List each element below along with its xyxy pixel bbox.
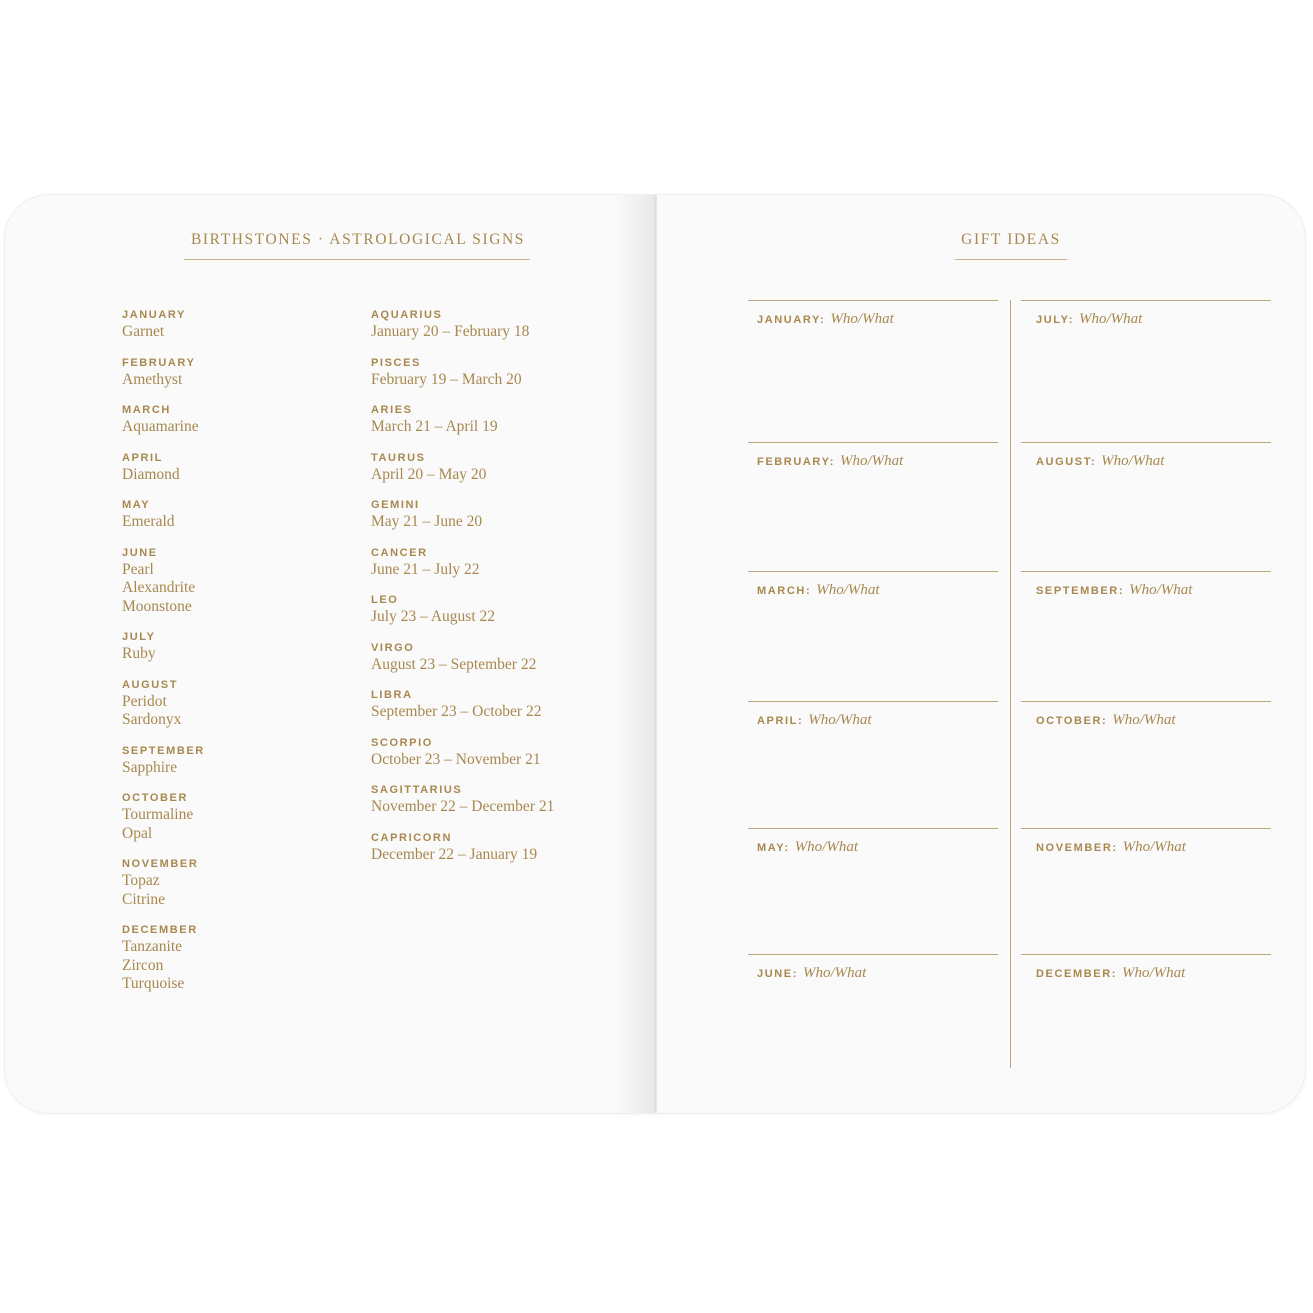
birthstone-entry	[122, 546, 205, 617]
birthstone-name: Ruby	[122, 645, 156, 662]
birthstone-name: Garnet	[122, 323, 165, 340]
birthstone-month: SEPTEMBER	[122, 744, 205, 757]
sign-dates: May 21 – June 20	[371, 513, 483, 530]
sign-entry	[371, 546, 554, 580]
sign-dates: August 23 – September 22	[371, 655, 537, 673]
birthstone-name: Zircon	[122, 956, 164, 974]
gift-entry	[757, 964, 866, 982]
gift-who-what-hint: Who/What	[1112, 712, 1176, 728]
birthstone-name: Alexandrite	[122, 579, 196, 596]
sign-dates: March 21 – April 19	[371, 418, 498, 435]
gift-rule	[748, 701, 998, 702]
gutter-divider	[654, 195, 656, 1113]
sign-dates: December 22 – January 19	[371, 845, 538, 863]
astrological-signs-column	[371, 308, 554, 878]
gift-rule	[748, 300, 998, 301]
birthstone-name: Moonstone	[122, 597, 192, 615]
sign-dates: February 19 – March 20	[371, 370, 522, 388]
gift-month-label: JANUARY:	[757, 314, 826, 326]
sign-entry	[371, 308, 554, 342]
right-title-underline	[955, 259, 1067, 260]
gift-who-what-hint: Who/What	[794, 839, 859, 855]
birthstone-entry	[122, 498, 205, 532]
left-title-underline	[184, 259, 530, 260]
birthstone-name: Tanzanite	[122, 938, 183, 955]
gift-month-label: OCTOBER:	[1036, 715, 1108, 727]
sign-entry	[371, 736, 554, 770]
sign-dates: September 23 – October 22	[371, 703, 542, 720]
sign-name: CANCER	[371, 546, 428, 559]
gift-who-what-hint: Who/What	[808, 712, 872, 728]
gift-month-label: DECEMBER:	[1036, 968, 1118, 980]
birthstone-month: OCTOBER	[122, 792, 189, 804]
gift-entry	[757, 310, 894, 328]
gift-rule	[1021, 571, 1271, 572]
gift-rule	[748, 571, 998, 572]
gift-entry	[1036, 452, 1164, 470]
gift-entry	[1036, 310, 1142, 328]
birthstone-month: DECEMBER	[122, 924, 198, 936]
gift-rule	[748, 442, 998, 443]
gift-entry	[757, 838, 858, 856]
birthstone-month: JULY	[122, 631, 156, 643]
gift-month-label: JULY:	[1036, 314, 1074, 326]
birthstone-entry	[122, 857, 205, 909]
birthstone-month: APRIL	[122, 451, 163, 464]
birthstone-name: Pearl	[122, 560, 154, 578]
birthstone-name: Peridot	[122, 692, 167, 710]
sign-entry	[371, 593, 554, 627]
birthstone-entry	[122, 678, 205, 730]
gift-rule	[748, 828, 998, 829]
gift-month-label: NOVEMBER:	[1036, 842, 1118, 854]
sign-name: PISCES	[371, 356, 421, 369]
birthstones-column	[122, 308, 205, 1008]
birthstone-name: Sapphire	[122, 758, 178, 776]
sign-name: ARIES	[371, 404, 413, 416]
sign-dates: July 23 – August 22	[371, 608, 496, 625]
sign-dates: June 21 – July 22	[371, 560, 480, 578]
birthstone-entry	[122, 791, 205, 843]
sign-name: GEMINI	[371, 499, 420, 511]
gift-month-label: APRIL:	[757, 715, 804, 727]
sign-name: LIBRA	[371, 689, 413, 701]
gift-who-what-hint: Who/What	[1122, 965, 1186, 981]
sign-entry	[371, 783, 554, 817]
birthstone-month: MARCH	[122, 404, 171, 416]
birthstone-name: Emerald	[122, 513, 175, 530]
birthstone-month: JUNE	[122, 546, 158, 559]
right-page-title: GIFT IDEAS	[961, 231, 1061, 248]
gift-entry	[757, 711, 872, 729]
birthstone-entry	[122, 451, 205, 485]
gift-rule	[1021, 442, 1271, 443]
birthstone-name: Amethyst	[122, 370, 183, 388]
birthstone-name: Turquoise	[122, 975, 185, 992]
gift-rule	[1021, 954, 1271, 955]
sign-name: LEO	[371, 594, 399, 606]
birthstone-name: Diamond	[122, 465, 180, 483]
gift-rule	[1021, 701, 1271, 702]
sign-entry	[371, 356, 554, 390]
gift-entry	[1036, 581, 1192, 599]
gift-month-label: JUNE:	[757, 968, 799, 980]
birthstone-entry	[122, 403, 205, 437]
gift-who-what-hint: Who/What	[1122, 839, 1186, 855]
sign-dates: October 23 – November 21	[371, 750, 541, 768]
sign-name: SCORPIO	[371, 736, 433, 749]
gift-who-what-hint: Who/What	[839, 453, 904, 469]
gift-column-divider	[1010, 300, 1011, 1068]
gift-month-label: SEPTEMBER:	[1036, 585, 1125, 597]
sign-entry	[371, 641, 554, 675]
sign-name: CAPRICORN	[371, 831, 453, 844]
left-page-title: BIRTHSTONES · ASTROLOGICAL SIGNS	[190, 231, 526, 248]
gift-entry	[757, 581, 880, 599]
gift-month-label: FEBRUARY:	[757, 456, 835, 468]
gift-entry	[1036, 838, 1186, 856]
gift-entry	[1036, 711, 1176, 729]
sign-dates: November 22 – December 21	[371, 798, 555, 815]
gift-who-what-hint: Who/What	[1129, 582, 1193, 598]
sign-name: SAGITTARIUS	[371, 784, 463, 796]
gift-who-what-hint: Who/What	[1101, 453, 1165, 469]
sign-name: TAURUS	[371, 451, 426, 464]
sign-entry	[371, 498, 554, 532]
sign-name: VIRGO	[371, 641, 415, 654]
sign-entry	[371, 831, 554, 865]
birthstone-month: AUGUST	[122, 678, 179, 691]
gift-rule	[1021, 300, 1271, 301]
birthstone-entry	[122, 308, 205, 342]
birthstone-name: Tourmaline	[122, 806, 194, 823]
gift-rule	[748, 954, 998, 955]
gift-who-what-hint: Who/What	[816, 582, 880, 598]
gift-entry	[757, 452, 903, 470]
birthstone-month: MAY	[122, 499, 151, 511]
gift-month-label: MARCH:	[757, 585, 812, 597]
gift-who-what-hint: Who/What	[1078, 311, 1143, 327]
sign-entry	[371, 688, 554, 722]
birthstone-name: Sardonyx	[122, 711, 182, 728]
gift-month-label: MAY:	[757, 842, 790, 854]
birthstone-name: Citrine	[122, 890, 166, 908]
sign-dates: April 20 – May 20	[371, 465, 487, 483]
sign-entry	[371, 451, 554, 485]
birthstone-month: JANUARY	[122, 309, 186, 321]
gift-who-what-hint: Who/What	[830, 311, 894, 327]
sign-entry	[371, 403, 554, 437]
birthstone-entry	[122, 923, 205, 994]
birthstone-name: Topaz	[122, 872, 160, 889]
sign-dates: January 20 – February 18	[371, 323, 530, 340]
notebook-spread	[5, 195, 1305, 1113]
birthstone-name: Opal	[122, 824, 153, 842]
gift-rule	[1021, 828, 1271, 829]
gift-entry	[1036, 964, 1185, 982]
gift-who-what-hint: Who/What	[803, 965, 867, 981]
birthstone-month: FEBRUARY	[122, 356, 196, 369]
page-gutter	[613, 195, 657, 1113]
sign-name: AQUARIUS	[371, 309, 443, 321]
birthstone-entry	[122, 744, 205, 778]
gift-month-label: AUGUST:	[1036, 456, 1097, 468]
birthstone-name: Aquamarine	[122, 418, 199, 435]
birthstone-entry	[122, 356, 205, 390]
birthstone-month: NOVEMBER	[122, 858, 199, 870]
birthstone-entry	[122, 630, 205, 664]
